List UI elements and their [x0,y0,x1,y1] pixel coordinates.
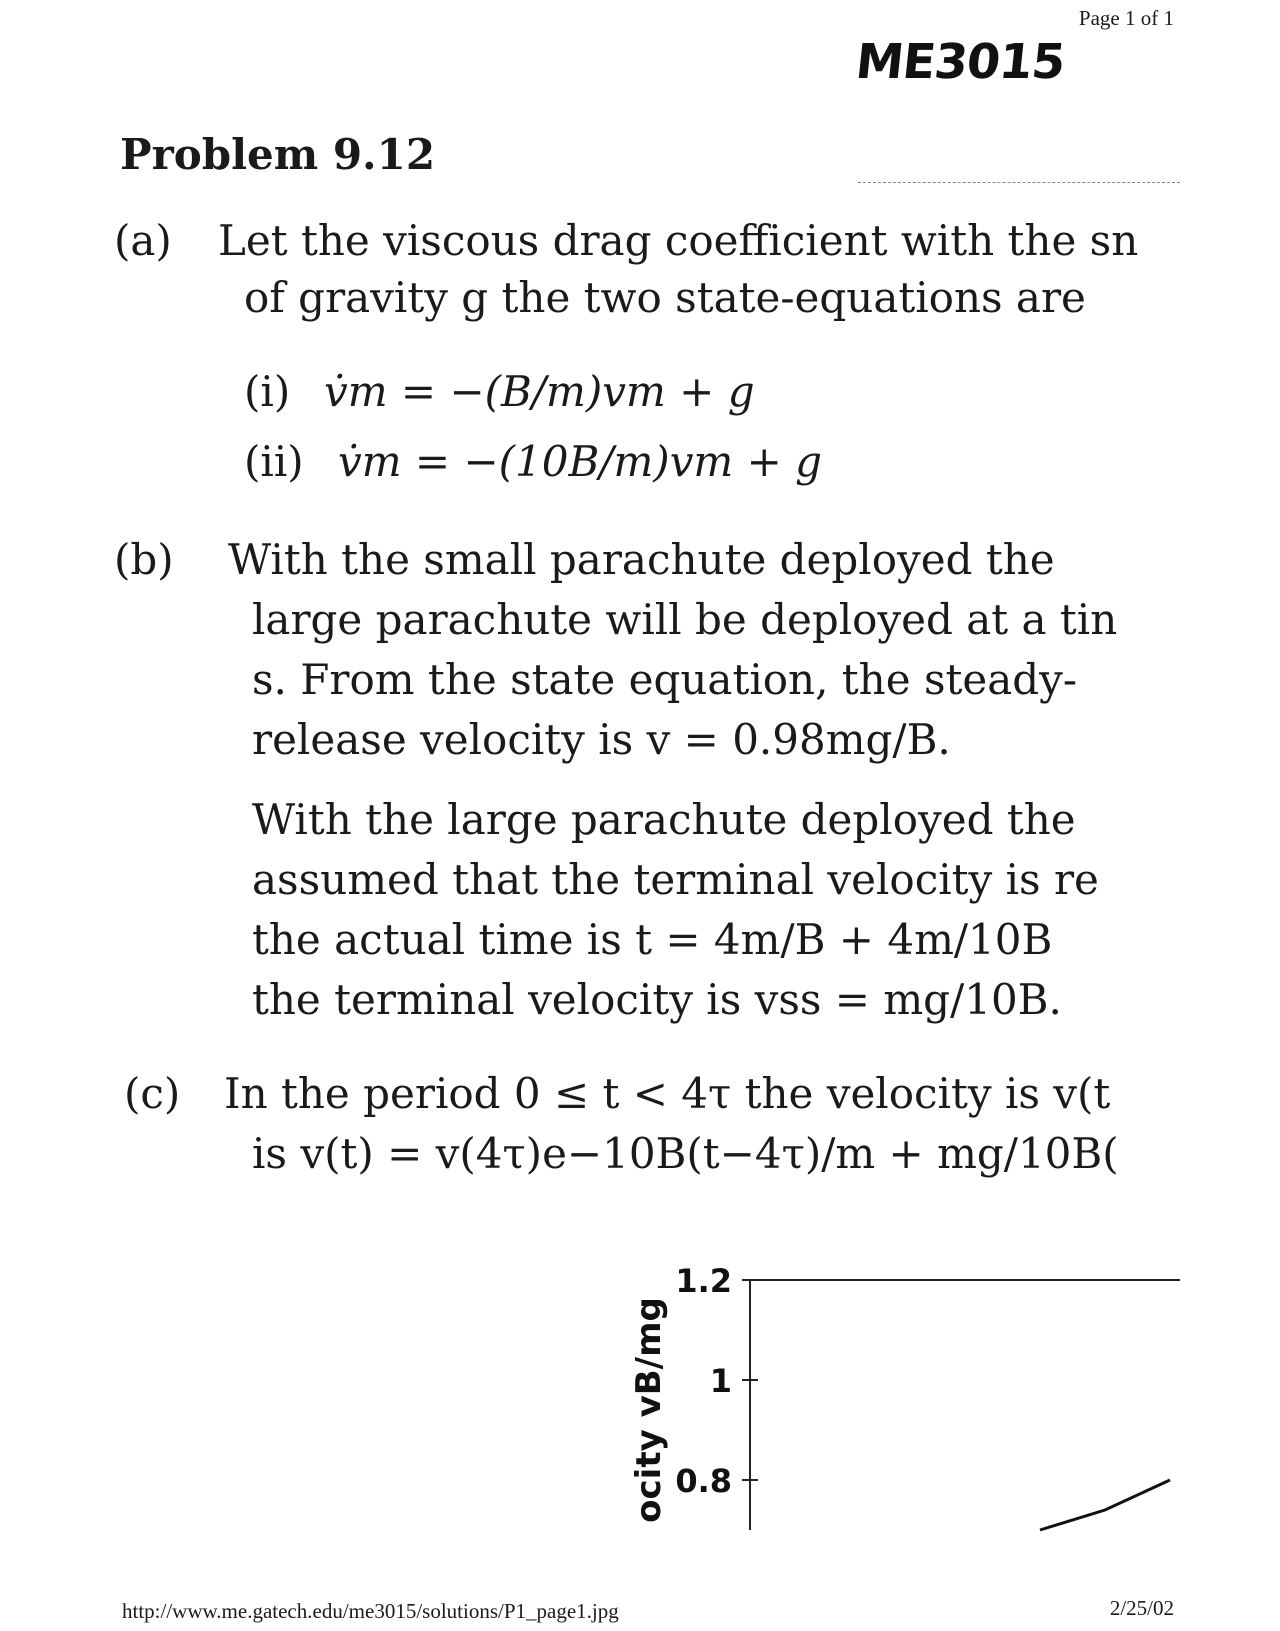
part-b-line-4: release velocity is v = 0.98mg/B. [252,715,951,764]
footer-date: 2/25/02 [1109,1596,1174,1620]
y-tick-label: 1.2 [675,1262,732,1300]
part-b-line-8: the terminal velocity is vss = mg/10B. [252,975,1062,1024]
course-code-handwritten: ME3015 [853,34,1068,90]
part-a-line-2: of gravity g the two state-equations are [244,273,1086,322]
part-a-line-1: Let the viscous drag coefficient with the sn [218,216,1139,265]
footer-url: http://www.me.gatech.edu/me3015/solutions/P1_page1.jpg [122,1599,619,1623]
part-b-line-2: large parachute will be deployed at a tin [252,595,1118,644]
part-b-line-3: s. From the state equation, the steady- [252,655,1078,704]
velocity-curve [1040,1480,1170,1530]
velocity-chart [600,1260,1190,1550]
part-a-label: (a) [114,216,172,265]
equation-ii-label: (ii) [244,437,304,486]
part-b-line-5: With the large parachute deployed the [252,795,1076,844]
part-c-line-1: In the period 0 ≤ t < 4τ the velocity is v(t [224,1069,1111,1118]
part-b-label: (b) [114,535,174,584]
divider-rule [858,182,1180,183]
y-ticks [675,1262,758,1500]
equation-i-label: (i) [244,367,291,416]
y-axis-label: ocity vB/mg [629,1297,669,1523]
equation-i: v̇m = −(B/m)vm + g [324,367,755,416]
problem-title: Problem 9.12 [120,130,436,179]
part-b-line-7: the actual time is t = 4m/B + 4m/10B [252,915,1053,964]
page-number: Page 1 of 1 [1078,6,1174,30]
part-c-line-2: is v(t) = v(4τ)e−10B(t−4τ)/m + mg/10B( [252,1129,1119,1178]
part-c-label: (c) [124,1069,181,1118]
y-tick-label: 0.8 [675,1462,732,1500]
part-b-line-6: assumed that the terminal velocity is re [252,855,1099,904]
y-tick-label: 1 [709,1362,732,1400]
equation-ii: v̇m = −(10B/m)vm + g [338,437,823,486]
part-b-line-1: With the small parachute deployed the [228,535,1055,584]
